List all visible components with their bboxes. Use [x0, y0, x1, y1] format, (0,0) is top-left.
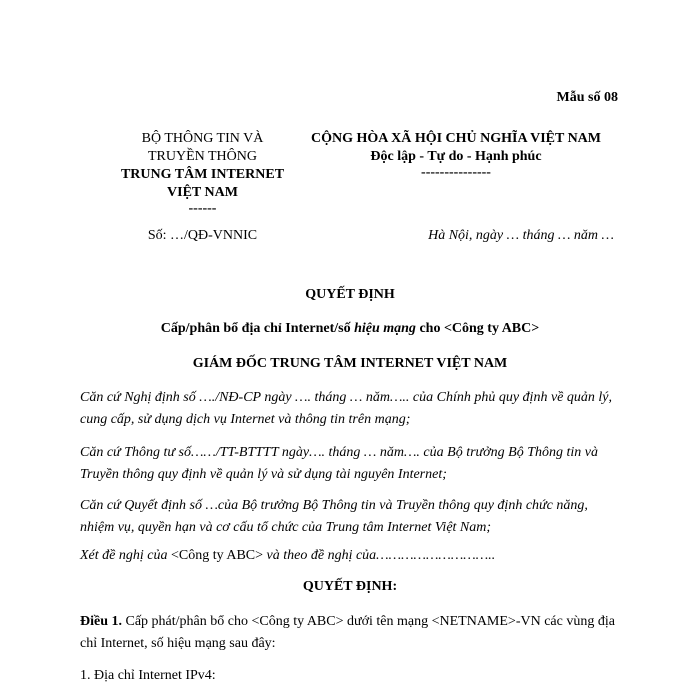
form-number: Mẫu số 08 — [556, 90, 618, 105]
article-1-text: Cấp phát/phân bổ cho <Công ty ABC> dưới tên mạng <NETNAME>-VN các vùng địa chỉ Internet, số hiệu mạng sau đây: — [80, 614, 615, 651]
subtitle-prefix: Cấp/phân bổ địa chỉ Internet/số — [160, 321, 355, 336]
left-header-rule: ------ — [188, 201, 217, 216]
proposal-suffix: và theo đề nghị của……………………….. — [263, 548, 496, 563]
center-name-line2: VIỆT NAM — [167, 185, 238, 200]
issuer-title: GIÁM ĐỐC TRUNG TÂM INTERNET VIỆT NAM — [192, 356, 508, 371]
left-header — [100, 130, 305, 216]
legal-basis-2: Căn cứ Thông tư số……/TT-BTTTT ngày…. tháng … năm…. của Bộ trưởng Bộ Thông tin và Truyền thông quy định về quản lý và sử dụng tài nguyên Internet; — [80, 445, 598, 482]
place-date: Hà Nội, ngày … tháng … năm … — [428, 228, 614, 243]
national-motto: Độc lập - Tự do - Hạnh phúc — [370, 149, 542, 164]
ministry-name-line1: BỘ THÔNG TIN VÀ — [141, 131, 264, 146]
document-number: Số: …/QĐ-VNNIC — [147, 228, 258, 243]
proposal-line — [80, 545, 625, 567]
right-header — [292, 130, 620, 180]
document-subtitle — [0, 321, 700, 337]
proposal-company: <Công ty ABC> — [170, 548, 264, 563]
document-title: QUYẾT ĐỊNH — [305, 287, 395, 302]
legal-basis-3: Căn cứ Quyết định số …của Bộ trưởng Bộ Thông tin và Truyền thông quy định chức năng, nhiệm vụ, quyền hạn và cơ cấu tổ chức của Trung tâm Internet Việt Nam; — [80, 498, 588, 535]
country-name: CỘNG HÒA XÃ HỘI CHỦ NGHĨA VIỆT NAM — [310, 131, 601, 146]
right-header-rule: --------------- — [421, 165, 491, 180]
center-name-line1: TRUNG TÂM INTERNET — [120, 167, 285, 182]
decision-heading: QUYẾT ĐỊNH: — [302, 579, 398, 594]
article-1 — [80, 611, 625, 655]
subtitle-italic: hiệu mạng — [354, 321, 416, 336]
proposal-prefix: Xét đề nghị của — [80, 548, 171, 563]
subtitle-suffix: cho <Công ty ABC> — [415, 321, 540, 336]
article-1-label: Điều 1. — [80, 614, 122, 629]
ministry-name-line2: TRUYỀN THÔNG — [147, 149, 257, 164]
legal-basis-1: Căn cứ Nghị định số …./NĐ-CP ngày …. tháng … năm….. của Chính phủ quy định về quản lý, cung cấp, sử dụng dịch vụ Internet và thông tin trên mạng; — [80, 390, 612, 427]
item-1: 1. Địa chỉ Internet IPv4: — [80, 668, 216, 683]
